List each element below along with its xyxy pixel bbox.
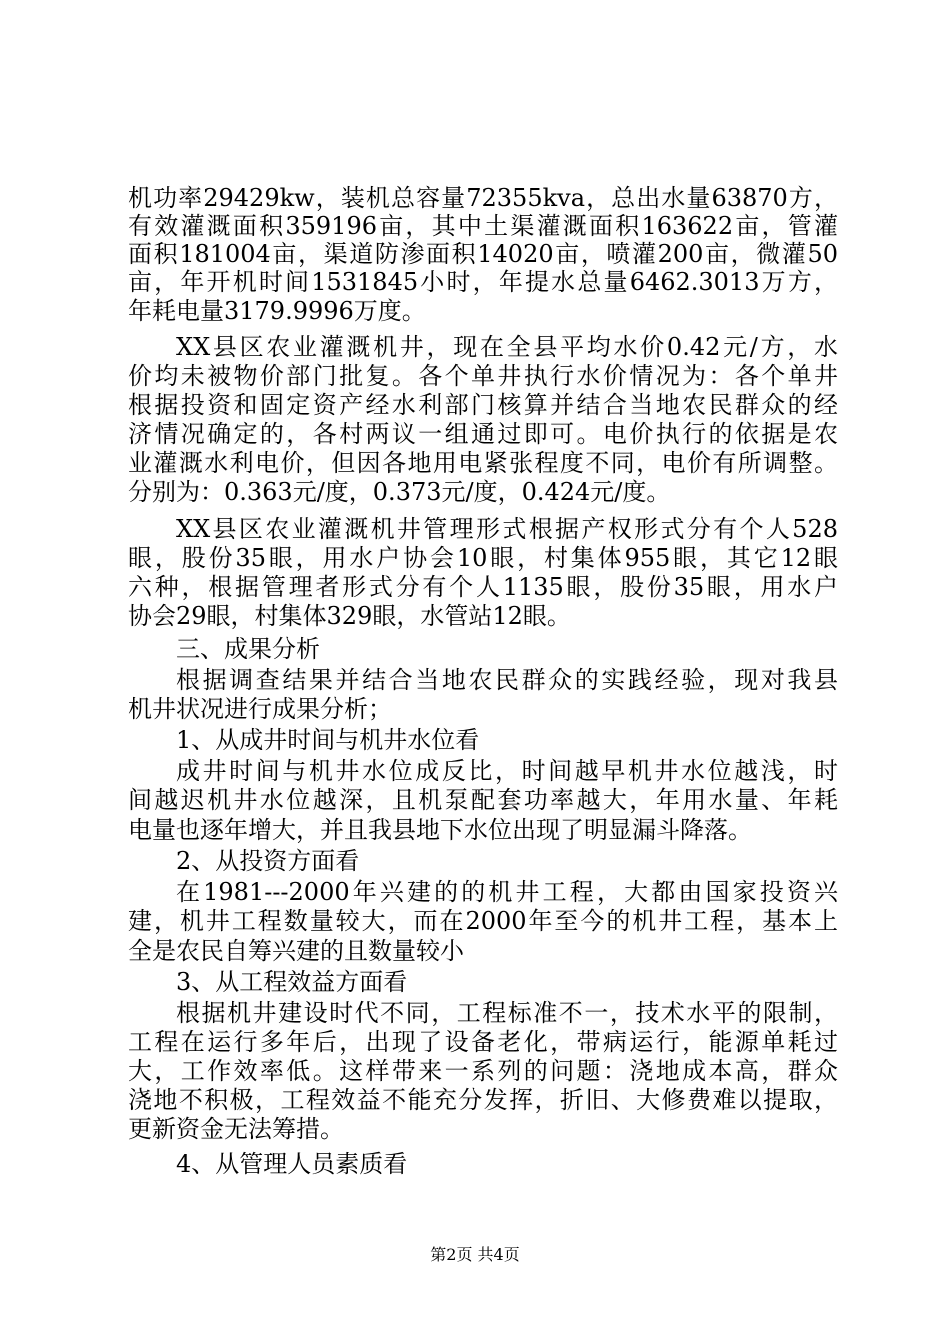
body-text-line: 亩，年开机时间1531845小时，年提水总量6462.3013万方， <box>128 268 838 296</box>
body-text-line: 眼，股份35眼，用水户协会10眼，村集体955眼，其它12眼 <box>128 544 838 572</box>
paragraph-first-line: 成井时间与机井水位成反比，时间越早机井水位越浅，时 <box>176 757 838 785</box>
body-text-line: 面积181004亩，渠道防渗面积14020亩，喷灌200亩，微灌50 <box>128 240 838 268</box>
subsection-heading: 4、从管理人员素质看 <box>176 1150 408 1178</box>
body-text-line: 全是农民自筹兴建的且数量较小 <box>128 937 464 965</box>
body-text-line: 业灌溉水利电价，但因各地用电紧张程度不同，电价有所调整。 <box>128 449 838 477</box>
body-text-line: 机井状况进行成果分析； <box>128 695 392 723</box>
paragraph-first-line: XX县区农业灌溉机井管理形式根据产权形式分有个人528 <box>176 515 838 543</box>
body-text-line: 间越迟机井水位越深，且机泵配套功率越大，年用水量、年耗 <box>128 786 838 814</box>
paragraph-first-line: 在1981---2000年兴建的的机井工程，大都由国家投资兴 <box>176 878 838 906</box>
body-text-line: 大，工作效率低。这样带来一系列的问题：浇地成本高，群众 <box>128 1057 838 1085</box>
body-text-line: 分别为：0.363元/度，0.373元/度，0.424元/度。 <box>128 478 671 506</box>
body-text-line: 建，机井工程数量较大，而在2000年至今的机井工程，基本上 <box>128 907 838 935</box>
body-text-line: 机功率29429kw，装机总容量72355kva，总出水量63870方， <box>128 184 838 212</box>
body-text-line: 电量也逐年增大，并且我县地下水位出现了明显漏斗降落。 <box>128 816 752 844</box>
body-text-line: 年耗电量3179.9996万度。 <box>128 297 426 325</box>
body-text-line: 浇地不积极，工程效益不能充分发挥，折旧、大修费难以提取， <box>128 1086 838 1114</box>
body-text-line: 协会29眼，村集体329眼，水管站12眼。 <box>128 602 571 630</box>
subsection-heading: 2、从投资方面看 <box>176 847 360 875</box>
body-text-line: 更新资金无法筹措。 <box>128 1115 344 1143</box>
body-text-line: 有效灌溉面积359196亩，其中土渠灌溉面积163622亩，管灌 <box>128 212 838 240</box>
subsection-heading: 1、从成井时间与机井水位看 <box>176 726 480 754</box>
body-text-line: 六种，根据管理者形式分有个人1135眼，股份35眼，用水户 <box>128 573 838 601</box>
section-heading: 三、成果分析 <box>176 635 320 663</box>
paragraph-first-line: XX县区农业灌溉机井，现在全县平均水价0.42元/方，水 <box>176 333 838 361</box>
page-number-footer: 第2页 共4页 <box>430 1245 520 1264</box>
body-text-line: 工程在运行多年后，出现了设备老化，带病运行，能源单耗过 <box>128 1028 838 1056</box>
body-text-line: 价均未被物价部门批复。各个单井执行水价情况为：各个单井 <box>128 362 838 390</box>
body-text-line: 济情况确定的，各村两议一组通过即可。电价执行的依据是农 <box>128 420 838 448</box>
body-text-line: 根据投资和固定资产经水利部门核算并结合当地农民群众的经 <box>128 391 838 419</box>
paragraph-first-line: 根据调查结果并结合当地农民群众的实践经验，现对我县 <box>176 666 838 694</box>
paragraph-first-line: 根据机井建设时代不同，工程标准不一，技术水平的限制， <box>176 999 838 1027</box>
subsection-heading: 3、从工程效益方面看 <box>176 968 408 996</box>
